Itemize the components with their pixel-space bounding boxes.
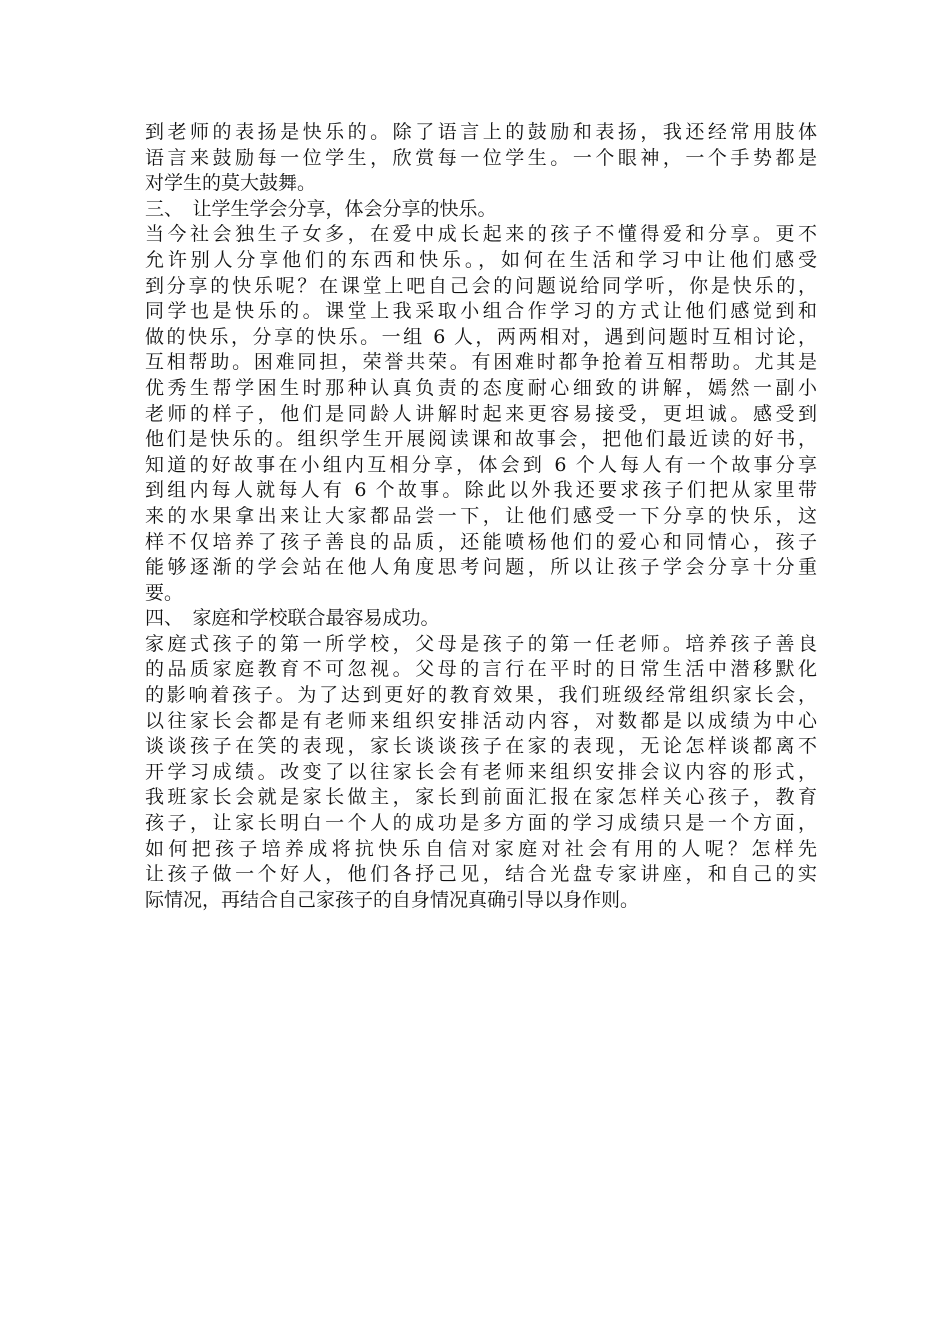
paragraph-line: 我班家长会就是家长做主，家长到前面汇报在家怎样关心孩子，教育 (145, 786, 817, 809)
paragraph-line: 当今社会独生子女多，在爱中成长起来的孩子不懂得爱和分享。更不 (145, 223, 817, 246)
paragraph-line: 要。 (145, 581, 184, 604)
paragraph-line: 的影响着孩子。为了达到更好的教育效果，我们班级经常组织家长会， (145, 684, 817, 707)
paragraph-line: 家庭式孩子的第一所学校，父母是孩子的第一任老师。培养孩子善良 (145, 632, 817, 655)
paragraph-line: 对学生的莫大鼓舞。 (145, 172, 317, 195)
paragraph-line: 谈谈孩子在笑的表现，家长谈谈孩子在家的表现，无论怎样谈都离不 (145, 735, 817, 758)
paragraph-line: 互相帮助。困难同担，荣誉共荣。有困难时都争抢着互相帮助。尤其是 (145, 351, 817, 374)
section-heading: 四、 家庭和学校联合最容易成功。 (145, 607, 440, 630)
paragraph-line: 能够逐渐的学会站在他人角度思考问题，所以让孩子学会分享十分重 (145, 556, 817, 579)
paragraph-line: 如何把孩子培养成将抗快乐自信对家庭对社会有用的人呢？怎样先 (145, 837, 817, 860)
paragraph-line: 来的水果拿出来让大家都品尝一下，让他们感受一下分享的快乐，这 (145, 504, 817, 527)
paragraph-line: 到老师的表扬是快乐的。除了语言上的鼓励和表扬，我还经常用肢体 (145, 121, 817, 143)
paragraph-line: 语言来鼓励每一位学生，欣赏每一位学生。一个眼神，一个手势都是 (145, 146, 817, 169)
paragraph-line: 孩子，让家长明白一个人的成功是多方面的学习成绩只是一个方面， (145, 812, 817, 835)
paragraph-line: 际情况，再结合自己家孩子的自身情况真确引导以身作则。 (145, 888, 640, 911)
paragraph-line: 允许别人分享他们的东西和快乐。，如何在生活和学习中让他们感受 (145, 248, 817, 271)
paragraph-line: 做的快乐，分享的快乐。一组 6 人，两两相对，遇到问题时互相讨论， (145, 325, 817, 348)
paragraph-line: 到分享的快乐呢？在课堂上吧自己会的问题说给同学听，你是快乐的， (145, 274, 817, 297)
paragraph-line: 开学习成绩。改变了以往家长会有老师来组织安排会议内容的形式， (145, 760, 817, 783)
paragraph-line: 优秀生帮学困生时那种认真负责的态度耐心细致的讲解，嫣然一副小 (145, 376, 817, 399)
section-heading: 三、 让学生学会分享，体会分享的快乐。 (145, 197, 497, 220)
document-body (145, 120, 817, 913)
paragraph-line: 知道的好故事在小组内互相分享，体会到 6 个人每人有一个故事分享 (145, 453, 817, 476)
paragraph-line: 他们是快乐的。组织学生开展阅读课和故事会，把他们最近读的好书， (145, 428, 817, 451)
paragraph-line: 的品质家庭教育不可忽视。父母的言行在平时的日常生活中潜移默化 (145, 658, 817, 681)
paragraph-line: 到组内每人就每人有 6 个故事。除此以外我还要求孩子们把从家里带 (145, 479, 817, 502)
paragraph-line: 老师的样子，他们是同龄人讲解时起来更容易接受，更坦诚。感受到 (145, 402, 817, 425)
paragraph-line: 样不仅培养了孩子善良的品质，还能喷杨他们的爱心和同情心，孩子 (145, 530, 817, 553)
paragraph-line: 以往家长会都是有老师来组织安排活动内容，对数都是以成绩为中心 (145, 709, 817, 732)
paragraph-line: 让孩子做一个好人，他们各抒己见，结合光盘专家讲座，和自己的实 (145, 863, 817, 886)
paragraph-line: 同学也是快乐的。课堂上我采取小组合作学习的方式让他们感觉到和 (145, 300, 817, 323)
